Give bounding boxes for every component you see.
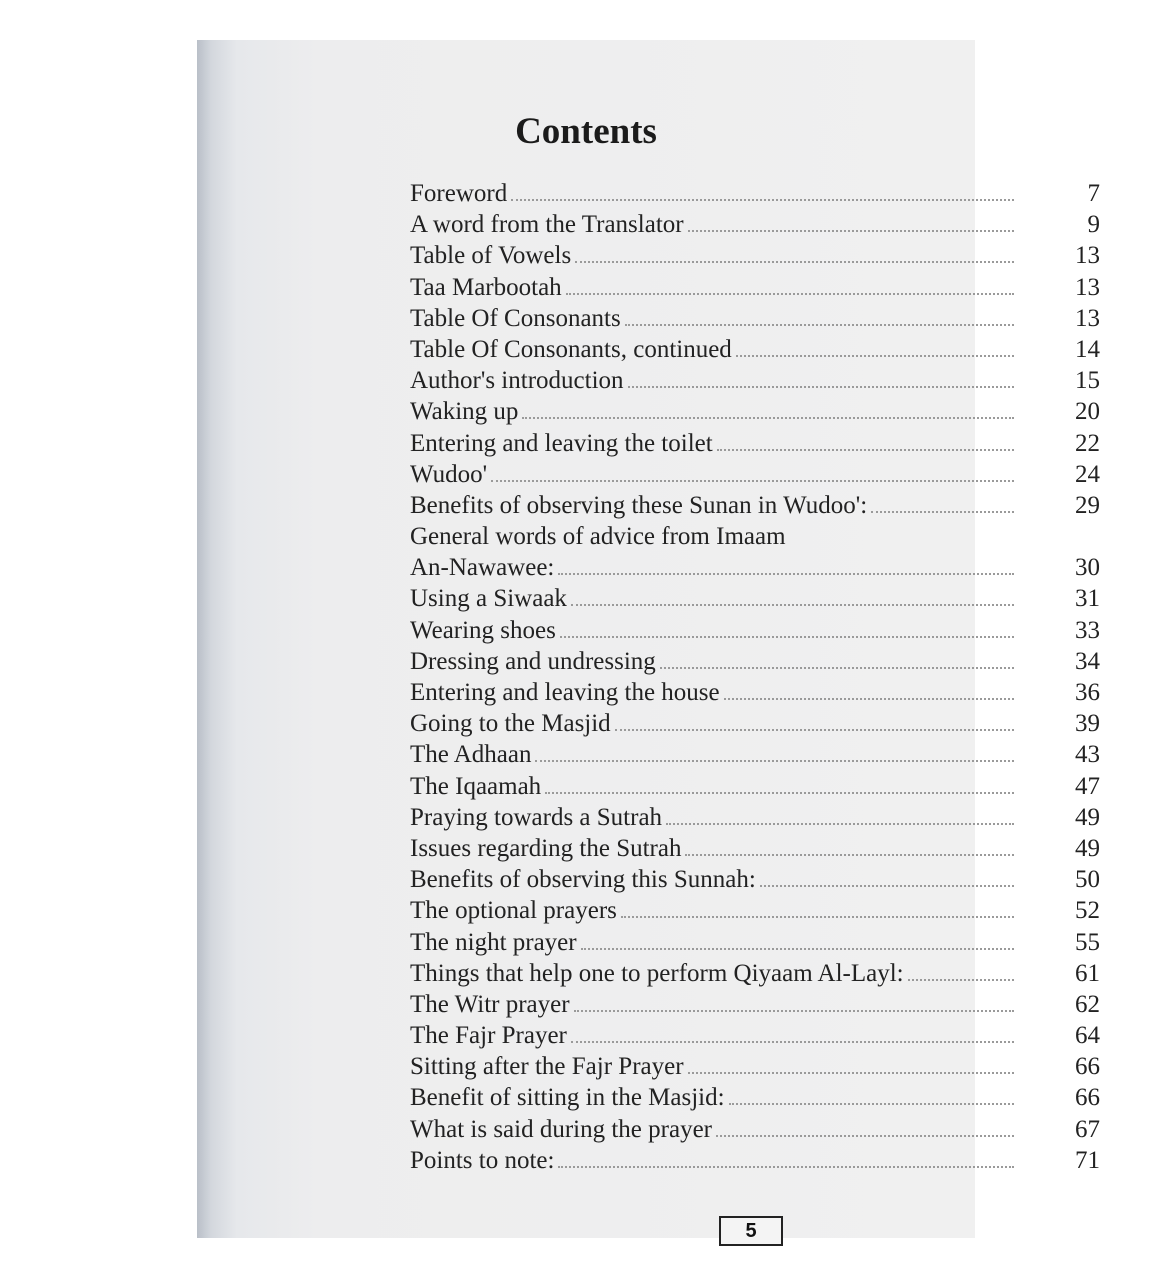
toc-entry-title: The Iqaamah	[410, 772, 542, 800]
toc-entry-title: Going to the Masjid	[410, 710, 611, 738]
dot-leader	[571, 1040, 1014, 1043]
toc-entry	[410, 209, 1100, 240]
toc-entry	[410, 771, 1100, 802]
toc-entry	[410, 739, 1100, 770]
dot-leader	[688, 229, 1014, 232]
dot-leader	[685, 853, 1014, 856]
dot-leader	[660, 666, 1014, 669]
toc-entry-title: The Fajr Prayer	[410, 1022, 567, 1050]
toc-entry	[410, 1082, 1100, 1113]
dot-leader	[717, 448, 1014, 451]
toc-entry-page: 14	[1075, 335, 1100, 363]
toc-entry-page: 71	[1075, 1146, 1100, 1174]
dot-leader	[535, 759, 1014, 762]
toc-entry-title: Waking up	[410, 398, 519, 426]
toc-entry	[410, 240, 1100, 271]
toc-entry-line	[410, 802, 1014, 833]
toc-entry-title: Benefit of sitting in the Masjid:	[410, 1084, 725, 1112]
toc-entry-page: 13	[1075, 242, 1100, 270]
toc-entry	[410, 927, 1100, 958]
toc-entry-title: Author's introduction	[410, 367, 624, 395]
toc-entry-page: 29	[1075, 491, 1100, 519]
dot-leader	[760, 884, 1014, 887]
toc-entry-line	[410, 989, 1014, 1020]
toc-entry-page: 62	[1075, 990, 1100, 1018]
dot-leader	[558, 1165, 1014, 1168]
toc-entry	[410, 677, 1100, 708]
dot-leader	[522, 416, 1014, 419]
toc-entry-page: 43	[1075, 741, 1100, 769]
toc-entry-title: General words of advice from Imaam	[410, 523, 786, 551]
dot-leader	[566, 292, 1014, 295]
toc-entry-title: Wearing shoes	[410, 616, 556, 644]
toc-entry	[410, 1020, 1100, 1051]
table-of-contents	[410, 178, 1100, 1176]
dot-leader	[558, 572, 1014, 575]
toc-entry-page: 13	[1075, 273, 1100, 301]
toc-entry-page: 9	[1087, 211, 1100, 239]
toc-entry-page: 20	[1075, 398, 1100, 426]
dot-leader	[724, 697, 1014, 700]
toc-entry-line	[410, 1082, 1014, 1113]
toc-entry-line	[410, 739, 1014, 770]
toc-entry-page: 33	[1075, 616, 1100, 644]
toc-entry-line	[410, 615, 1014, 646]
toc-entry	[410, 989, 1100, 1020]
toc-entry-line	[410, 1051, 1014, 1082]
toc-entry	[410, 365, 1100, 396]
page-title: Contents	[515, 111, 657, 152]
dot-leader	[511, 198, 1014, 201]
dot-leader	[716, 1134, 1014, 1137]
toc-entry	[410, 334, 1100, 365]
toc-entry-title: Table Of Consonants	[410, 304, 621, 332]
toc-entry-page: 24	[1075, 460, 1100, 488]
toc-entry-line	[410, 1020, 1014, 1051]
toc-entry-title: Using a Siwaak	[410, 585, 567, 613]
toc-entry	[410, 459, 1100, 490]
toc-entry-line	[410, 521, 1014, 552]
toc-entry-title: Table of Vowels	[410, 242, 572, 270]
dot-leader	[545, 791, 1014, 794]
toc-entry-page: 34	[1075, 647, 1100, 675]
toc-entry-line	[410, 646, 1014, 677]
toc-entry-page: 49	[1075, 803, 1100, 831]
toc-entry-page: 30	[1075, 554, 1100, 582]
toc-entry-page: 66	[1075, 1084, 1100, 1112]
toc-entry-title: Benefits of observing this Sunnah:	[410, 866, 756, 894]
toc-entry-title: The Adhaan	[410, 741, 532, 769]
toc-entry	[410, 521, 1100, 552]
toc-entry-page: 47	[1075, 772, 1100, 800]
toc-entry	[410, 396, 1100, 427]
toc-entry-page: 52	[1075, 897, 1100, 925]
dot-leader	[628, 385, 1014, 388]
toc-entry	[410, 1051, 1100, 1082]
dot-leader	[736, 354, 1014, 357]
dot-leader	[560, 635, 1014, 638]
dot-leader	[625, 323, 1014, 326]
toc-entry-line	[410, 958, 1014, 989]
toc-entry-line	[410, 178, 1014, 209]
toc-entry-page: 15	[1075, 367, 1100, 395]
toc-entry-line	[410, 303, 1014, 334]
toc-entry-title: Wudoo'	[410, 460, 488, 488]
toc-entry-title: Taa Marbootah	[410, 273, 562, 301]
toc-entry-page: 55	[1075, 928, 1100, 956]
toc-entry-line	[410, 552, 1014, 583]
toc-entry	[410, 895, 1100, 926]
toc-entry-page: 13	[1075, 304, 1100, 332]
toc-entry	[410, 490, 1100, 521]
toc-entry-line	[410, 396, 1014, 427]
dot-leader	[615, 728, 1014, 731]
toc-entry-title: Table Of Consonants, continued	[410, 335, 732, 363]
toc-entry-line	[410, 771, 1014, 802]
toc-entry	[410, 802, 1100, 833]
toc-entry-line	[410, 272, 1014, 303]
toc-entry-title: Benefits of observing these Sunan in Wudoo':	[410, 491, 868, 519]
toc-entry	[410, 646, 1100, 677]
toc-entry-page: 36	[1075, 679, 1100, 706]
toc-entry-title: Entering and leaving the house	[410, 679, 720, 706]
dot-leader	[871, 510, 1014, 513]
toc-entry-page: 7	[1087, 180, 1100, 207]
toc-entry	[410, 178, 1100, 209]
page-number: 5	[719, 1216, 783, 1246]
toc-entry	[410, 864, 1100, 895]
toc-entry-line	[410, 428, 1014, 459]
dot-leader	[571, 603, 1014, 606]
dot-leader	[908, 978, 1014, 981]
toc-entry-title: An-Nawawee:	[410, 554, 555, 582]
toc-entry-page: 49	[1075, 834, 1100, 862]
toc-entry-page: 64	[1075, 1022, 1100, 1050]
toc-entry-title: The night prayer	[410, 928, 577, 956]
toc-entry-line	[410, 240, 1014, 271]
toc-entry	[410, 833, 1100, 864]
toc-entry-line	[410, 1114, 1014, 1145]
toc-entry-line	[410, 677, 1014, 708]
toc-entry-title: The Witr prayer	[410, 990, 570, 1018]
toc-entry-page: 22	[1075, 429, 1100, 457]
toc-entry-line	[410, 864, 1014, 895]
toc-entry	[410, 428, 1100, 459]
toc-entry-title: Praying towards a Sutrah	[410, 803, 663, 831]
toc-entry-title: Foreword	[410, 180, 508, 207]
toc-entry	[410, 583, 1100, 614]
toc-entry-line	[410, 365, 1014, 396]
toc-entry	[410, 1114, 1100, 1145]
toc-entry-title: Entering and leaving the toilet	[410, 429, 713, 457]
toc-entry-line	[410, 334, 1014, 365]
toc-entry-line	[410, 490, 1014, 521]
toc-entry	[410, 552, 1100, 583]
dot-leader	[581, 947, 1014, 950]
toc-entry-title: Dressing and undressing	[410, 647, 656, 675]
toc-entry-page: 61	[1075, 959, 1100, 987]
toc-entry-page: 67	[1075, 1115, 1100, 1143]
toc-entry-page: 39	[1075, 710, 1100, 738]
toc-entry	[410, 303, 1100, 334]
toc-entry-line	[410, 927, 1014, 958]
toc-entry-line	[410, 583, 1014, 614]
dot-leader	[666, 822, 1014, 825]
dot-leader	[491, 479, 1014, 482]
toc-entry-line	[410, 895, 1014, 926]
toc-entry-title: A word from the Translator	[410, 211, 684, 239]
dot-leader	[621, 915, 1014, 918]
dot-leader	[688, 1071, 1014, 1074]
dot-leader	[729, 1102, 1014, 1105]
toc-entry-page: 66	[1075, 1053, 1100, 1081]
toc-entry-page: 50	[1075, 866, 1100, 894]
dot-leader	[575, 260, 1014, 263]
toc-entry-line	[410, 459, 1014, 490]
toc-entry-line	[410, 833, 1014, 864]
toc-entry-title: Sitting after the Fajr Prayer	[410, 1053, 684, 1081]
toc-entry-title: The optional prayers	[410, 897, 617, 925]
toc-entry-title: Issues regarding the Sutrah	[410, 834, 682, 862]
toc-entry-title: Things that help one to perform Qiyaam Al-Layl:	[410, 959, 904, 987]
toc-entry-line	[410, 209, 1014, 240]
book-page	[197, 40, 1100, 1242]
toc-entry-line	[410, 708, 1014, 739]
toc-entry-title: Points to note:	[410, 1146, 555, 1174]
toc-entry	[410, 708, 1100, 739]
toc-entry	[410, 615, 1100, 646]
toc-entry	[410, 958, 1100, 989]
toc-entry-page: 31	[1075, 585, 1100, 613]
toc-entry-title: What is said during the prayer	[410, 1115, 712, 1143]
toc-entry	[410, 1145, 1100, 1176]
dot-leader	[574, 1009, 1014, 1012]
toc-entry-line	[410, 1145, 1014, 1176]
toc-entry	[410, 272, 1100, 303]
